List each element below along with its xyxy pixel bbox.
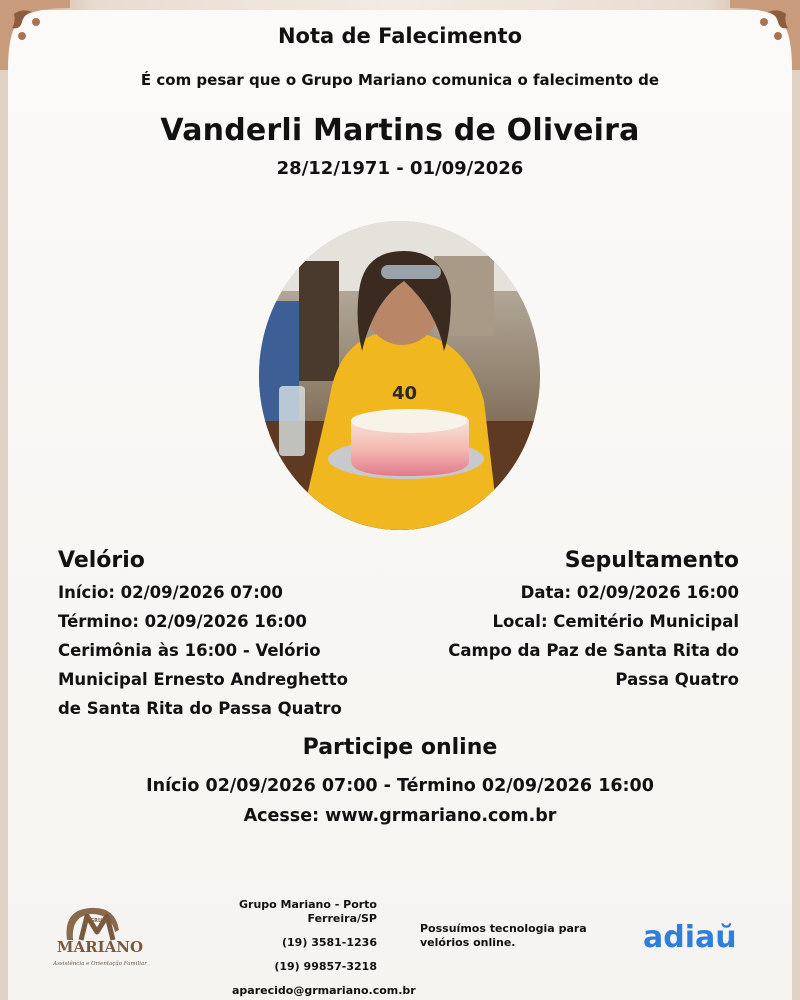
contact-phone[interactable]: (19) 99857-3218 [274, 960, 377, 973]
sepultamento-line: Data: 02/09/2026 16:00 [520, 583, 739, 602]
sepultamento-title: Sepultamento [564, 548, 739, 573]
sepultamento-line: Local: Cemitério Municipal [492, 612, 739, 631]
page-title: Nota de Falecimento [277, 24, 523, 48]
life-dates: 28/12/1971 - 01/09/2026 [276, 158, 524, 179]
sepultamento-line: Passa Quatro [615, 670, 739, 689]
adiau-logo-text: adiaŭ [643, 920, 737, 955]
contact-block [232, 898, 416, 1000]
mariano-logo-top: GRUPO [90, 918, 110, 924]
mariano-logo-tagline: Assistência e Orientação Familiar [53, 961, 147, 967]
online-time: Início 02/09/2026 07:00 - Término 02/09/2026 16:00 [146, 776, 654, 796]
tech-line: Possuímos tecnologia para [420, 922, 587, 935]
svg-text:40: 40 [392, 383, 418, 404]
online-link[interactable]: Acesse: www.grmariano.com.br [243, 806, 557, 826]
velorio-line: de Santa Rita do Passa Quatro [58, 699, 342, 718]
mariano-logo-brand: MARIANO [56, 938, 144, 956]
contact-phone[interactable]: (19) 3581-1236 [282, 936, 377, 949]
adiau-logo [641, 915, 756, 955]
velorio-line: Início: 02/09/2026 07:00 [58, 583, 283, 602]
tech-line: velórios online. [420, 936, 516, 949]
contact-name-2: Ferreira/SP [307, 912, 377, 925]
frame-top-border [0, 0, 800, 10]
velorio-line: Término: 02/09/2026 16:00 [58, 612, 307, 631]
contact-email[interactable]: aparecido@grmariano.com.br [232, 984, 416, 997]
tech-text [420, 922, 610, 950]
velorio-section [58, 548, 388, 723]
sepultamento-section [419, 548, 739, 694]
intro-text: É com pesar que o Grupo Mariano comunica o falecimento de [140, 71, 660, 89]
contact-name: Grupo Mariano - Porto [238, 898, 377, 911]
sepultamento-line: Campo da Paz de Santa Rita do [448, 641, 739, 660]
velorio-line: Municipal Ernesto Andreghetto [58, 670, 348, 689]
mariano-logo [45, 900, 155, 975]
velorio-line: Cerimônia às 16:00 - Velório [58, 641, 321, 660]
deceased-name: Vanderli Martins de Oliveira [160, 113, 640, 148]
velorio-title: Velório [58, 548, 145, 573]
online-title: Participe online [302, 735, 498, 760]
portrait-photo [259, 221, 540, 530]
